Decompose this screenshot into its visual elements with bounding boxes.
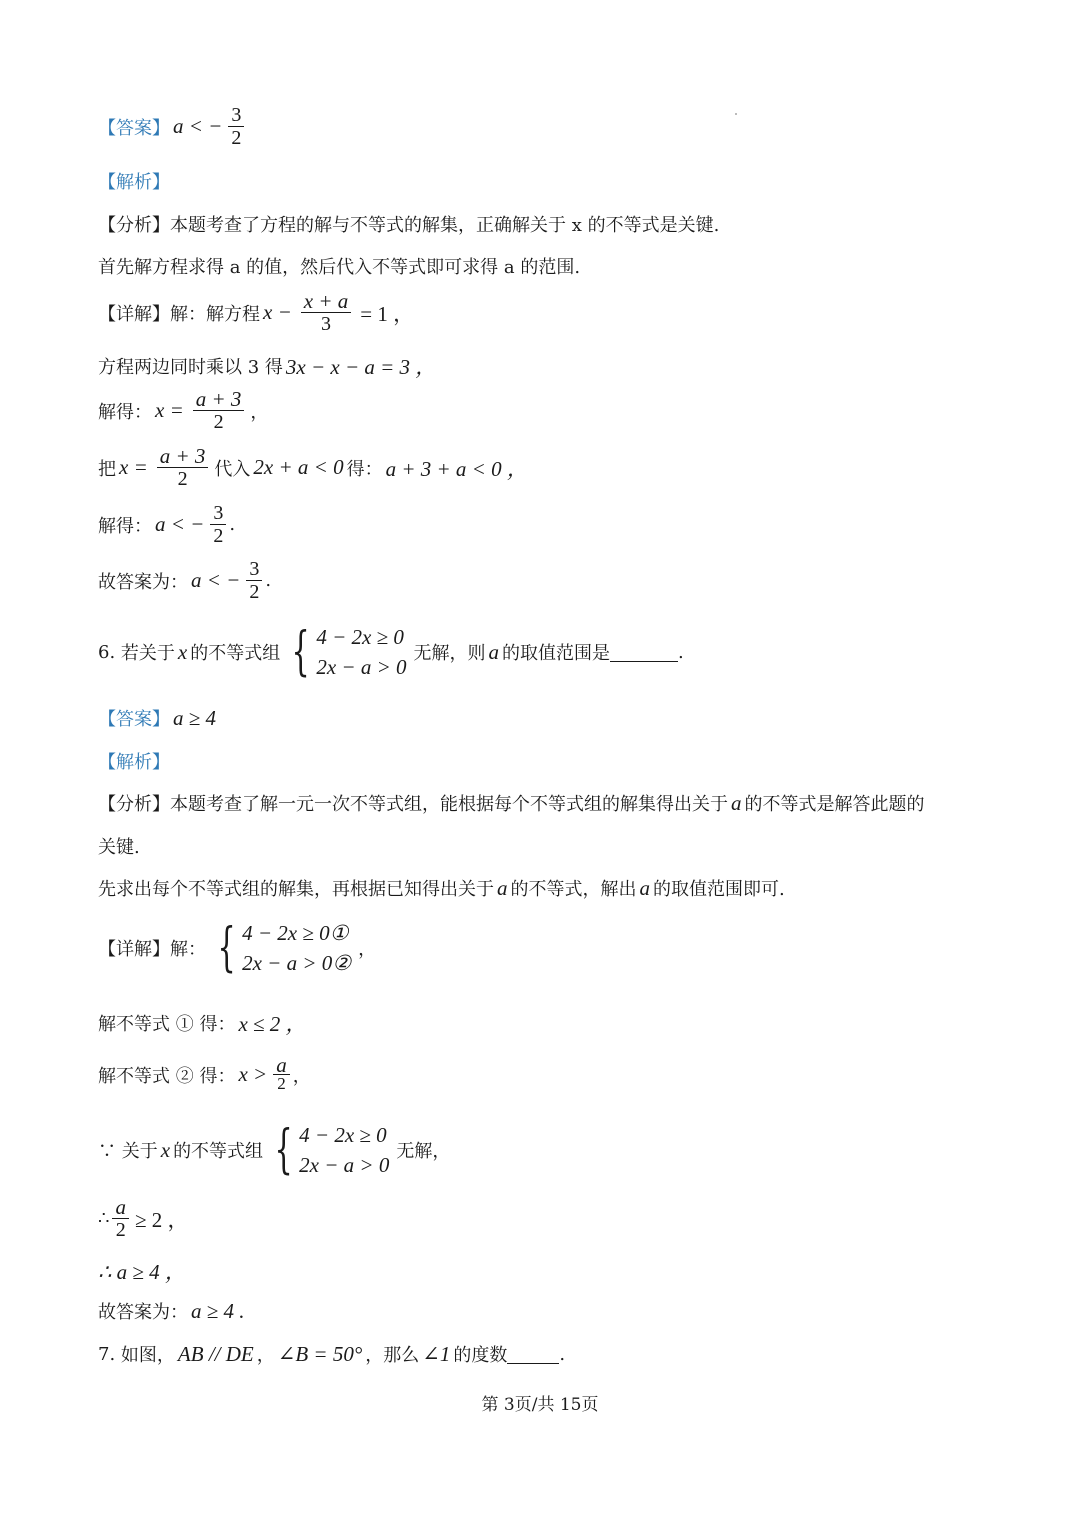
fraction-denominator: 3 (321, 313, 331, 335)
q5-step2-eq: 3x − x − a = 3 ， (285, 355, 437, 379)
q5-step4-fraction (154, 445, 212, 490)
fraction-denominator: 2 (115, 1219, 126, 1241)
q6-s3-system (267, 1120, 392, 1180)
system-row-2: 2x − a > 0 (299, 1153, 390, 1177)
q5-answer-lhs: a < − (173, 114, 223, 138)
q6-s4-pre: ∴ (98, 1208, 110, 1229)
q6-s1-text: 解不等式 ① 得： (98, 1014, 236, 1035)
fraction-numerator: a + 3 (157, 445, 209, 468)
system-row-2: 2x − a > 0② (242, 951, 352, 975)
q6-s2-fraction (273, 1053, 290, 1093)
q7-number: 7. (98, 1343, 116, 1365)
system-row-1: 4 − 2x ≥ 0① (242, 921, 349, 945)
q6-idea-b: 的不等式，解出 (510, 879, 637, 900)
fraction-numerator: a + 3 (193, 388, 245, 411)
q6-idea-var2: a (639, 875, 650, 900)
fenxi-tag: 【分析】 (98, 215, 170, 236)
q6-s6-line (98, 1298, 248, 1324)
q6-inequality-system (284, 622, 409, 682)
q5-step2-line (98, 351, 439, 381)
q5-step5-text: 解得： (98, 515, 152, 537)
q6-text-d: 的取值范围是 (502, 643, 611, 664)
q5-step6-tail: . (265, 570, 272, 591)
q6-var-a: a (488, 639, 500, 664)
q5-step5-lhs: a < − (155, 512, 205, 536)
q6-detail-tail: ， (358, 939, 377, 960)
q5-step3-line (98, 388, 268, 433)
q6-text-c: 无解，则 (413, 643, 486, 664)
q6-s1-res: x ≤ 2 ， (238, 1012, 307, 1036)
q6-number: 6. (98, 641, 116, 663)
q6-s4-fraction (112, 1196, 129, 1241)
q6-s1-line (98, 1008, 310, 1038)
q5-fenxi-text: 本题考查了方程的解与不等式的解集，正确解关于 x 的不等式是关键. (170, 215, 720, 236)
q6-answer-line (98, 705, 219, 731)
q6-idea-a: 先求出每个不等式组的解集，再根据已知得出关于 (98, 879, 494, 900)
q6-question-line (98, 622, 684, 682)
scan-speck (735, 113, 737, 115)
system-row-1: 4 − 2x ≥ 0 (316, 625, 404, 649)
q5-step5-tail: . (229, 514, 236, 535)
q5-step4-lhs: x = (119, 455, 148, 479)
brace-glyph: { (217, 918, 236, 978)
q6-s3-text: ∵ 关于 (98, 1141, 158, 1162)
q6-s2-line (98, 1053, 311, 1093)
q5-step4-line (98, 445, 531, 490)
q6-fenxi-var: a (731, 790, 742, 815)
q5-step6-fraction (246, 558, 262, 603)
page-footer: 第 3页/共 15页 (481, 1395, 599, 1415)
q7-text-b: ，那么 (365, 1345, 420, 1366)
q5-step4-ineq: 2x + a < 0 (253, 455, 344, 479)
q7-text-c: 的度数 (453, 1345, 508, 1366)
q6-fenxi-text: 本题考查了解一元一次不等式组，能根据每个不等式组的解集得出关于 (170, 794, 728, 815)
brace-glyph: { (274, 1120, 293, 1180)
q6-s6-text: 故答案为： (98, 1302, 188, 1323)
q6-answer: a ≥ 4 (173, 705, 217, 730)
q5-eq1-fraction (298, 290, 355, 335)
q5-step3-fraction (190, 388, 248, 433)
q7-text-end: . (559, 1343, 566, 1365)
q7-angle-1: ∠1 (422, 1341, 451, 1366)
q6-idea-line (98, 875, 785, 901)
q5-step6-text: 故答案为： (98, 571, 188, 593)
q6-idea-c: 的取值范围即可. (653, 879, 785, 900)
q6-fenxi-line2 (98, 833, 140, 859)
q5-step4-res: a + 3 + a < 0 ， (385, 456, 528, 481)
q6-s4-rhs: ≥ 2 ， (134, 1207, 189, 1232)
q6-text-b: 的不等式组 (190, 643, 281, 664)
q6-s3-line (98, 1120, 450, 1180)
fraction-denominator: 2 (177, 468, 188, 490)
q6-text-a: 若关于 (120, 643, 175, 664)
q6-s6-res: a ≥ 4 . (191, 1298, 245, 1323)
q5-answer-line (98, 104, 247, 149)
q5-step5-line (98, 502, 235, 547)
q5-step3-lhs: x = (155, 398, 184, 422)
fraction-numerator: a (273, 1056, 290, 1075)
answer-tag: 【答案】 (98, 117, 170, 139)
q5-detail-line (98, 290, 417, 335)
q6-s4-line (98, 1196, 191, 1241)
q5-step3-tail: ， (250, 401, 269, 423)
q5-eq1-lhs: x − (263, 300, 292, 324)
q6-detail-prefix: 解： (170, 939, 206, 960)
q6-idea-var: a (497, 875, 508, 900)
analysis-tag: 【解析】 (98, 752, 170, 773)
q6-s3-text2: 的不等式组 (173, 1141, 264, 1162)
fraction-numerator: 3 (228, 104, 244, 127)
q6-s5-line (98, 1256, 189, 1286)
q6-s3-var: x (160, 1137, 171, 1162)
q6-answer-blank (610, 643, 678, 662)
fraction-denominator: 2 (277, 1074, 286, 1093)
q5-step6-line (98, 558, 271, 603)
detail-tag: 【详解】 (98, 303, 170, 325)
fraction-denominator: 2 (249, 581, 260, 603)
q6-s2-text: 解不等式 ② 得： (98, 1065, 236, 1087)
q7-comma: ， (256, 1345, 275, 1366)
fraction-numerator: 3 (210, 502, 226, 525)
q5-step4-text: 把 (98, 458, 116, 480)
q5-detail-prefix: 解：解方程 (170, 303, 260, 325)
fraction-denominator: 2 (231, 127, 242, 149)
fraction-numerator: x + a (301, 290, 352, 313)
q6-s2-lhs: x > (238, 1062, 268, 1086)
q5-step6-lhs: a < − (191, 568, 241, 592)
q5-idea-text: 首先解方程求得 a 的值，然后代入不等式即可求得 a 的范围. (98, 257, 581, 278)
q5-step4-mid: 代入 (214, 458, 251, 480)
q6-detail-system (210, 918, 354, 978)
q7-answer-blank (507, 1345, 559, 1364)
q7-question-line (98, 1341, 565, 1367)
q6-fenxi-line (98, 790, 925, 816)
fraction-numerator: a (112, 1196, 129, 1219)
q5-step4-de: 得： (346, 458, 383, 480)
q6-detail-line (98, 918, 376, 978)
q6-analysis-tag-line (98, 748, 170, 774)
q5-analysis-tag-line (98, 168, 170, 194)
brace-glyph: { (291, 622, 310, 682)
q7-parallel: AB // DE (177, 1341, 254, 1366)
q6-var-x: x (177, 639, 188, 664)
fenxi-tag: 【分析】 (98, 794, 170, 815)
analysis-tag: 【解析】 (98, 172, 170, 193)
q5-idea-line (98, 253, 580, 279)
q7-angle-b: ∠B = 50° (277, 1341, 363, 1366)
q6-s2-tail: ， (292, 1065, 311, 1087)
q6-s5: ∴ a ≥ 4 ， (98, 1260, 186, 1284)
q5-eq1-rhs: = 1 ， (360, 301, 415, 326)
q6-fenxi-line2-text: 关键. (98, 837, 140, 858)
q6-text-end: . (678, 641, 684, 663)
fraction-numerator: 3 (246, 558, 262, 581)
q5-step3-text: 解得： (98, 401, 152, 423)
q5-step2-text: 方程两边同时乘以 3 得 (98, 357, 283, 378)
system-row-1: 4 − 2x ≥ 0 (299, 1123, 387, 1147)
q5-step5-fraction (210, 502, 226, 547)
q6-fenxi-text2: 的不等式是解答此题的 (744, 794, 925, 815)
system-row-2: 2x − a > 0 (316, 655, 407, 679)
fraction-denominator: 2 (213, 525, 224, 547)
answer-tag: 【答案】 (98, 709, 170, 730)
q5-answer-fraction (228, 104, 244, 149)
q7-text-a: 如图， (120, 1345, 175, 1366)
q6-s3-tail: 无解， (396, 1141, 451, 1162)
fraction-denominator: 2 (213, 411, 224, 433)
q5-fenxi-line (98, 211, 719, 237)
detail-tag: 【详解】 (98, 939, 170, 960)
